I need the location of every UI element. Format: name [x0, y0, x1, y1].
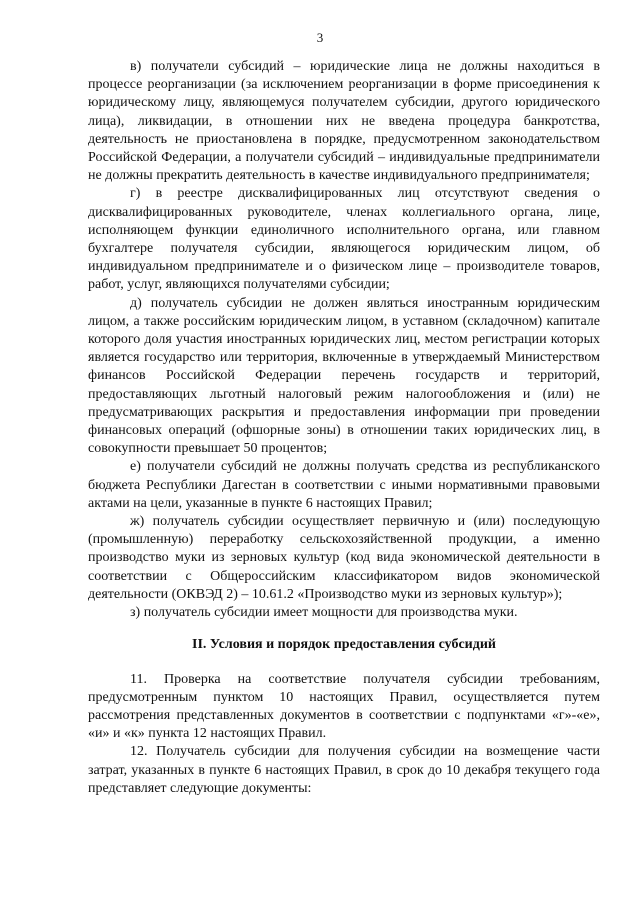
paragraph-g: г) в реестре дисквалифицированных лиц отсутствуют сведения о дисквалифицированных руководителе, членах коллегиального органа, лице, исполняющем функции единоличного исполнительного органа, или главном бухгалтере получателя субсидии, являющегося юридическим лицом, об индивидуальном предпринимателе и о физическом лице – производителе товаров, работ, услуг, являющихся получателями субсидии;	[88, 186, 600, 293]
paragraph-11: 11. Проверка на соответствие получателя субсидии требованиям, предусмотренным пунктом 10 настоящих Правил, осуществляется путем рассмотрения представленных документов в соответствии с подпунктами «г»-«е», «и» и «к» пункта 12 настоящих Правил.	[88, 671, 600, 742]
paragraph-z: з) получатель субсидии имеет мощности для производства муки.	[130, 605, 518, 621]
paragraph-zh: ж) получатель субсидии осуществляет первичную и (или) последующую (промышленную) переработку сельскохозяйственной продукции, а именно производство муки из зерновых культур (код вида экономической деятельности в соответствии с Общероссийским классификатором видов экономической деятельности (ОКВЭД 2) – 10.61.2 «Производство муки из зерновых культур»);	[88, 514, 600, 602]
section-heading: II. Условия и порядок предоставления субсидий	[192, 637, 496, 653]
document-body	[88, 58, 600, 798]
paragraph-12: 12. Получатель субсидии для получения субсидии на возмещение части затрат, указанных в пункте 6 настоящих Правил, в срок до 10 декабря текущего года представляет следующие документы:	[88, 744, 600, 796]
paragraph-e: е) получатели субсидий не должны получать средства из республиканского бюджета Республики Дагестан в соответствии с иными нормативными правовыми актами на цели, указанные в пункте 6 настоящих Правил;	[88, 459, 600, 511]
paragraph-d: д) получатель субсидии не должен являться иностранным юридическим лицом, а также российским юридическим лицом, в уставном (складочном) капитале которого доля участия иностранных юридических лиц, местом регистрации которых является государство или территория, включенные в утверждаемый Министерством финансов Российской Федерации перечень государств и территорий, предоставляющих льготный налоговый режим налогообложения и (или) не предусматривающих раскрытия и предоставления информации при проведении финансовых операций (офшорные зоны) в отношении таких юридических лиц, в совокупности превышает 50 процентов;	[88, 295, 600, 457]
paragraph-v: в) получатели субсидий – юридические лица не должны находиться в процессе реорганизации (за исключением реорганизации в форме присоединения к юридическому лицу, являющемуся получателем субсидии, другого юридического лица), ликвидации, в отношении них не введена процедура банкротства, деятельность не приостановлена в порядке, предусмотренном законодательством Российской Федерации, а получатели субсидий – индивидуальные предприниматели не должны прекратить деятельность в качестве индивидуального предпринимателя;	[88, 59, 600, 184]
page-number: 3	[316, 30, 324, 45]
